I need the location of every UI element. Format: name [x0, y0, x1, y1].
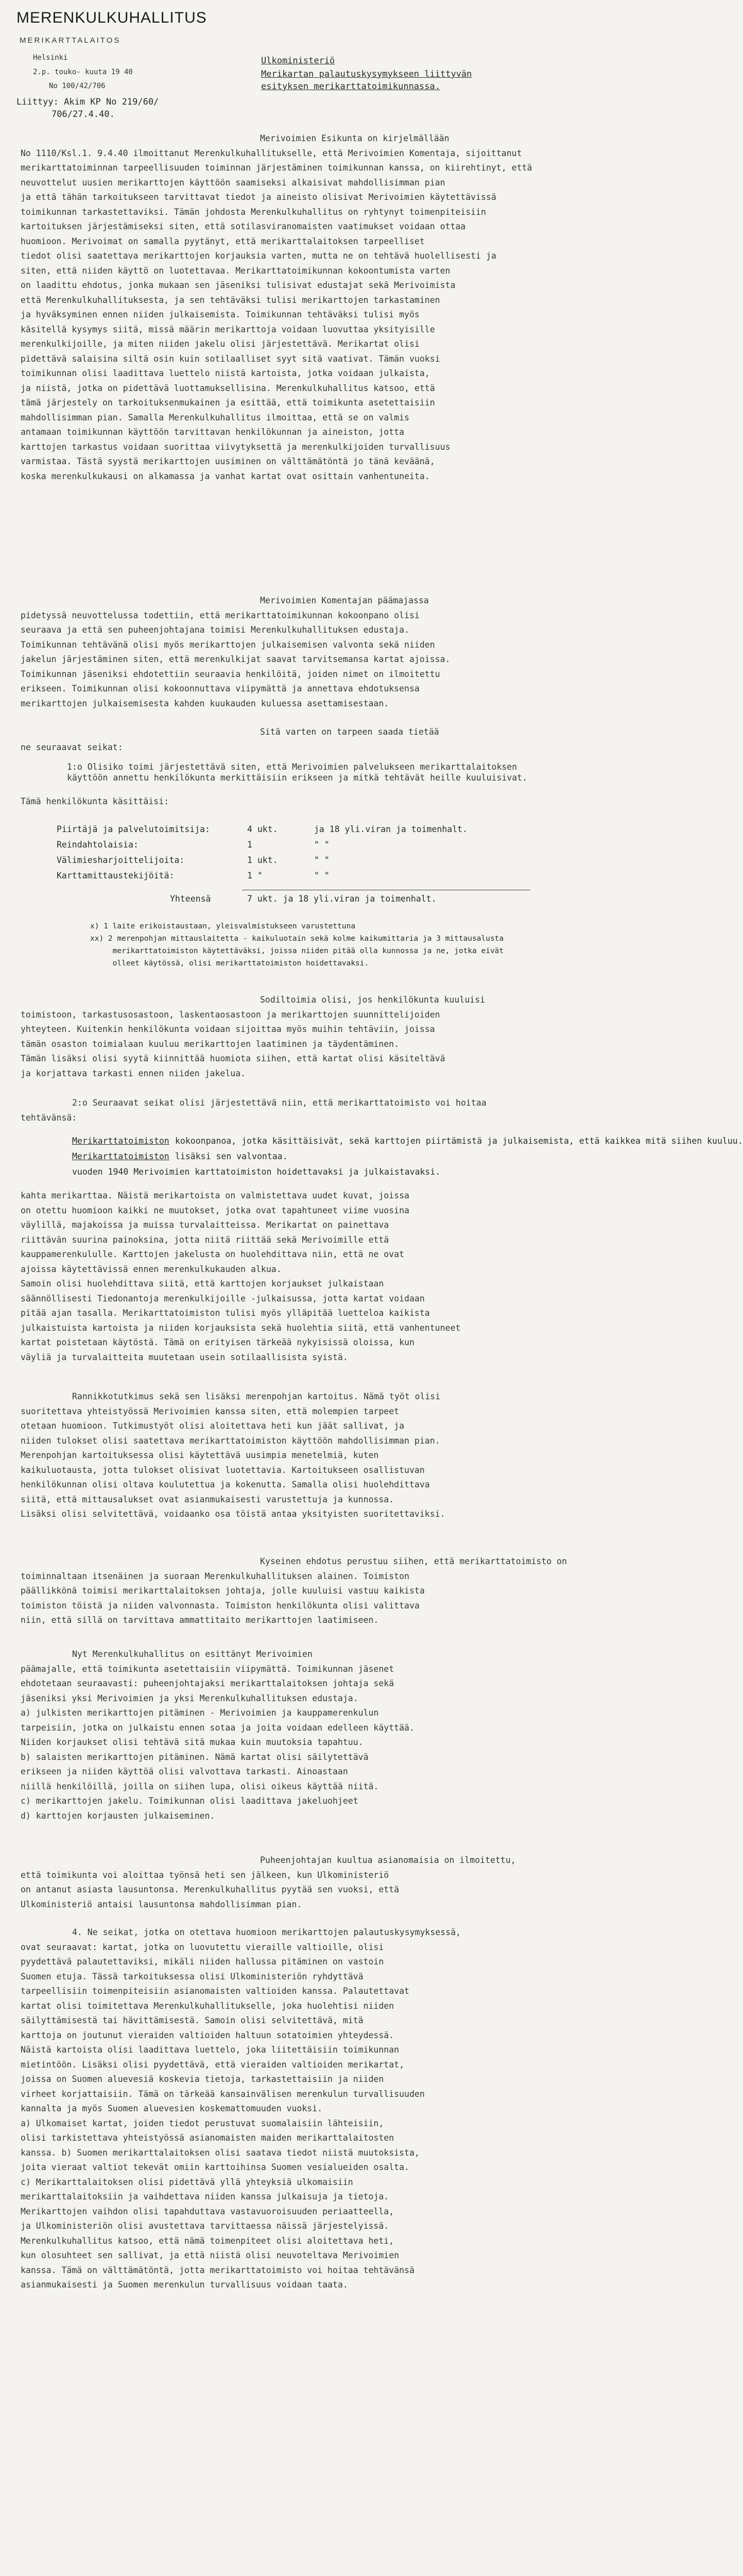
section-text: lisäksi sen valvontaa. [175, 1151, 288, 1161]
text-line: niin, että sillä on tarvittava ammattitaito merikarttojen laatimiseen. [21, 1615, 379, 1625]
text-line: mahdollisimman pian. Samalla Merenkulkuhallitus ilmoittaa, että se on valmis [21, 412, 409, 422]
reference-number: No 100/42/706 [49, 82, 106, 90]
text-line: olisi tarkistettava yhteistyössä asianomaisten maiden merikarttalaitosten [21, 2133, 394, 2143]
date-line: 2.p. touko- kuuta 19 40 [33, 68, 133, 76]
text-line: Tämän lisäksi olisi syytä kiinnittää huomiota siihen, että kartat olisi käsiteltävä [21, 1054, 445, 1063]
text-line: kannalta ja myös Suomen aluevesien koskemattomuuden vuoksi. [21, 2104, 323, 2113]
text-line: antamaan toimikunnan käyttöön tarvittavan henkilökunnan ja aineiston, jotta [21, 427, 405, 437]
text-line: riittävän suurina painoksina, jotta niitä riittää sekä Merivoimille että [21, 1234, 389, 1245]
text-line: tämä järjestely on tarkoituksenmukainen ja esittää, että toimikunta asetettaisiin [21, 398, 435, 408]
text-line: No 1110/Ksl.1. 9.4.40 ilmoittanut Merenkulkuhallitukselle, että Merivoimien Komentaja, sijoittanut [21, 148, 522, 158]
section-head: Merikarttatoimiston [72, 1136, 169, 1146]
text-line: erikseen. Toimikunnan olisi kokoonnuttava viipymättä ja annettava ehdotuksensa [21, 684, 420, 693]
text-line: toimikunnan olisi laadittava luettelo niistä kartoista, jotka voidaan julkaista, [21, 368, 430, 378]
text-line: Niiden korjaukset olisi tehtävä sitä mukaa kuin muutoksia tapahtuu. [21, 1737, 364, 1747]
recipient: Ulkoministeriö [261, 56, 335, 66]
text-line: merenkulkijoille, ja miten niiden jakelu olisi järjestettävä. Merikartat olisi [21, 339, 420, 349]
text-line: suoritettava yhteistyössä Merivoimien kanssa siten, että molempien tarpeet [21, 1406, 400, 1416]
subject-line-1: Merikartan palautuskysymykseen liittyvän [261, 69, 472, 79]
total-value: 7 ukt. ja 18 yli.viran ja toimenhalt. [247, 894, 437, 904]
text-line: kun olosuhteet sen sallivat, ja että niistä olisi neuvoteltava Merivoimien [21, 2250, 400, 2260]
text-line: 2:o Seuraavat seikat olisi järjestettävä niin, että merikarttatoimisto voi hoitaa [72, 1098, 487, 1108]
text-line: seuraava ja että sen puheenjohtajana toimisi Merenkulkuhallituksen edustaja. [21, 625, 409, 635]
text-line: Lisäksi olisi selvitettävä, voidaanko osa töistä antaa yksityisten suoritettaviksi. [21, 1509, 445, 1519]
text-line: Suomen etuja. Tässä tarkoituksessa olisi Ulkoministeriön ryhdyttävä [21, 1971, 364, 1981]
attachment-ref-2: 706/27.4.40. [51, 109, 115, 120]
text-line: ajoissa käytettävissä ennen merenkulkukauden alkua. [21, 1264, 282, 1274]
text-line: tämän osaston toimialaan kuuluu merikarttojen laatiminen ja täydentäminen. [21, 1039, 400, 1049]
text-line: siitä, että mittausalukset ovat asianmukaisesti varustettuja ja kunnossa. [21, 1494, 394, 1504]
section-head: Merikarttatoimiston [72, 1151, 169, 1161]
text-line: 4. Ne seikat, jotka on otettava huomioon merikarttojen palautuskysymyksessä, [72, 1927, 461, 1937]
text-line: pyydettävä palautettaviksi, mikäli niiden hallussa pitäminen on vastoin [21, 1957, 384, 1967]
footnote-line: merikarttatoimiston käytettäväksi, joissa niiden pitää olla kunnossa ja ne, jotka eivät [90, 947, 504, 955]
staff-label: Reindahtolaisia: [57, 840, 139, 850]
text-line: yhteyteen. Kuitenkin henkilökunta voidaan sijoittaa myös muihin tehtäviin, joissa [21, 1024, 435, 1034]
attachment-ref: Liittyy: Akim KP No 219/60/ [16, 97, 159, 107]
text-line: niillä henkilöillä, joilla on siihen lupa, olisi oikeus käyttää niitä. [21, 1781, 379, 1791]
staff-note: " " [314, 871, 330, 880]
text-line: ja että tähän tarkoitukseen tarvittavat tiedot ja aineisto olisivat Merivoimien käytettävissä [21, 192, 496, 202]
section-text: vuoden 1940 Merivoimien karttatoimiston hoidettavaksi ja julkaistavaksi. [72, 1167, 441, 1177]
staff-count: 1 ukt. [247, 855, 278, 865]
org-name: MERENKULKUHALLITUS [16, 9, 207, 26]
text-line: Puheenjohtajan kuultua asianomaisia on ilmoitettu, [260, 1855, 516, 1865]
text-line: Nyt Merenkulkuhallitus on esittänyt Merivoimien [72, 1649, 313, 1659]
subject-line-2: esityksen merikarttatoimikunnassa. [261, 81, 440, 92]
text-line: otetaan huomioon. Tutkimustyöt olisi aloitettava heti kun jäät sallivat, ja [21, 1421, 405, 1431]
text-line: joita vieraat valtiot tekevät omiin karttoihinsa Suomen vesialueiden osalta. [21, 2162, 409, 2172]
text-line: säilyttämisestä tai hävittämisestä. Samoin olisi selvitettävä, mitä [21, 2015, 364, 2025]
text-line: merikarttatoiminnan tarpeellisuuden toiminnan järjestäminen toimikunnan kanssa, on kiirehtinyt, että [21, 163, 532, 173]
text-line: kanssa. Tämä on välttämätöntä, jotta merikarttatoimisto voi hoitaa tehtävänsä [21, 2265, 414, 2275]
text-line: merikarttojen julkaisemisesta kahden kuukauden kuluessa asettamisestaan. [21, 698, 389, 708]
text-line: c) Merikarttalaitoksen olisi pidettävä yllä yhteyksiä ulkomaisiin [21, 2177, 353, 2187]
text-line: käsitellä kysymys siitä, missä määrin merikarttoja voidaan luovuttaa yksityisille [21, 324, 435, 334]
text-line: että Merenkulkuhallituksesta, ja sen tehtäväksi tulisi merikarttojen tarkastaminen [21, 295, 440, 305]
text-line: Toimikunnan jäseniksi ehdotettiin seuraavia henkilöitä, joiden nimet on ilmoitettu [21, 669, 440, 679]
text-line: Näistä kartoista olisi laadittava luettelo, joka liitettäisiin toimikunnan [21, 2045, 400, 2055]
text-line: virheet korjattaisiin. Tämä on tärkeää kansainvälisen merenkulun turvallisuuden [21, 2089, 425, 2099]
text-line: huomioon. Merivoimat on samalla pyytänyt, että merikarttalaitoksen tarpeelliset [21, 236, 425, 246]
text-line: tiedot olisi saatettava merikarttojen korjauksia varten, mutta ne on tehtävä huolellisesti ja [21, 251, 496, 261]
staff-label: Karttamittaustekijöitä: [57, 871, 175, 880]
section-text: kokoonpanoa, jotka käsittäisivät, sekä karttojen piirtämistä ja julkaisemista, että kaikkea mitä siihen kuuluu. [175, 1136, 743, 1146]
text-line: tarpeellisiin toimenpiteisiin asianomaisten valtioiden kanssa. Palautettavat [21, 1986, 409, 1996]
text-line: neuvottelut uusien merikarttojen käyttöön saamiseksi alkaisivat mahdollisimman pian [21, 177, 445, 188]
text-line: c) merikarttojen jakelu. Toimikunnan olisi laadittava jakeluohjeet [21, 1796, 358, 1806]
text-line: tehtävänsä: [21, 1112, 77, 1123]
text-line: mietintöön. Lisäksi olisi pyydettävä, että vieraiden valtioiden merikartat, [21, 2059, 405, 2070]
text-line: säännöllisesti Tiedonantoja merenkulkijoille -julkaisussa, jotta kartat voidaan [21, 1293, 425, 1303]
text-line: ja hyväksyminen ennen niiden julkaisemista. Toimikunnan tehtäväksi tulisi myös [21, 310, 420, 319]
text-line: joissa on Suomen aluevesiä koskevia tietoja, tarkastettaisiin ja niiden [21, 2074, 384, 2084]
text-line: niiden tulokset olisi saatettava merikarttatoimiston käyttöön mahdollisimman pian. [21, 1435, 440, 1446]
text-line: jäseniksi yksi Merivoimien ja yksi Merenkulkuhallituksen edustaja. [21, 1693, 358, 1703]
staff-count: 1 [247, 840, 252, 850]
text-line: Rannikkotutkimus sekä sen lisäksi merenpohjan kartoitus. Nämä työt olisi [72, 1392, 441, 1401]
staff-note: ja 18 yli.viran ja toimenhalt. [314, 824, 468, 834]
text-line: on antanut asiasta lausuntonsa. Merenkulkuhallitus pyytää sen vuoksi, että [21, 1885, 400, 1894]
staff-label: Piirtäjä ja palvelutoimitsija: [57, 824, 211, 834]
text-line: Merivoimien Komentajan päämajassa [260, 596, 429, 605]
text-line: Merenkulkuhallitus katsoo, että nämä toimenpiteet olisi aloitettava heti, [21, 2235, 394, 2246]
footnote-line: x) 1 laite erikoistaustaan, yleisvalmistukseen varustettuna [90, 922, 356, 930]
staff-label: Välimiesharjoittelijoita: [57, 855, 185, 865]
text-line: väyliä ja turvalaitteita muutetaan usein sotilaallisista syistä. [21, 1352, 348, 1362]
text-line: että toimikunta voi aloittaa työnsä heti sen jälkeen, kun Ulkoministeriö [21, 1870, 389, 1880]
text-line: karttojen tarkastus voidaan suorittaa viivytyksettä ja merenkulkijoiden turvallisuus [21, 442, 451, 452]
text-line: erikseen ja niiden käyttöä olisi valvottava tarkasti. Ainoastaan [21, 1767, 348, 1776]
text-line: päällikkönä toimisi merikarttalaitoksen johtaja, jolle kuuluisi vastuu kaikista [21, 1586, 425, 1596]
text-line: asianmukaisesti ja Suomen merenkulun turvallisuus voidaan taata. [21, 2280, 348, 2290]
text-line: toiminnaltaan itsenäinen ja suoraan Merenkulkuhallituksen alainen. Toimiston [21, 1571, 409, 1581]
text-line: toimiston töistä ja niiden valvonnasta. Toimiston henkilökunta olisi valittava [21, 1600, 420, 1611]
city: Helsinki [33, 54, 68, 62]
text-line: siten, että niiden käyttö on luotettavaa. Merikarttatoimikunnan kokoontumista varten [21, 265, 451, 276]
text-line: pidettävä salaisina siltä osin kuin sotilaalliset syyt sitä vaativat. Tämän vuoksi [21, 353, 440, 364]
staff-note: " " [314, 840, 330, 850]
text-line: on otettu huomioon kaikki ne muutokset, jotka ovat tapahtuneet viime vuosina [21, 1205, 409, 1215]
text-line: Kyseinen ehdotus perustuu siihen, että merikarttatoimisto on [260, 1556, 567, 1566]
question-2: Tämä henkilökunta käsittäisi: [21, 796, 169, 806]
text-line: karttoja on joutunut vieraiden valtioiden haltuun sotatoimien yhteydessä. [21, 2030, 394, 2040]
text-line: julkaistuista kartoista ja niiden korjauksista sekä huolehtia siitä, että vanhentuneet [21, 1323, 461, 1333]
text-line: toimikunnan tarkastettaviksi. Tämän johdosta Merenkulkuhallitus on ryhtynyt toimenpiteisiin [21, 207, 486, 217]
text-line: ehdotetaan seuraavasti: puheenjohtajaksi merikarttalaitoksen johtaja sekä [21, 1679, 394, 1688]
question-1: 1:o Olisiko toimi järjestettävä siten, että Merivoimien palvelukseen merikarttalaitoksen käyttöön annettu henkilökunta merkittäisiin erikseen ja mitkä tehtävät heille kuuluisivat. [67, 762, 528, 783]
text-line: Ulkoministeriö antaisi lausuntonsa mahdollisimman pian. [21, 1899, 302, 1909]
text-line: Sodiltoimia olisi, jos henkilökunta kuuluisi [260, 995, 486, 1005]
text-line: tarpeisiin, jotka on julkaistu ennen sotaa ja joita voidaan edelleen käyttää. [21, 1722, 414, 1733]
text-line: Merenpohjan kartoituksessa olisi käytettävä uusimpia menetelmiä, kuten [21, 1450, 379, 1460]
text-line: a) julkisten merikarttojen pitäminen - Merivoimien ja kauppamerenkulun [21, 1708, 379, 1718]
text-line: väylillä, majakoissa ja muissa turvalaitteissa. Merikartat on painettava [21, 1220, 389, 1230]
total-label: Yhteensä [170, 894, 211, 904]
text-line: varmistaa. Tästä syystä merikarttojen uusiminen on välttämätöntä jo tänä keväänä, [21, 456, 435, 466]
staff-note: " " [314, 855, 330, 865]
text-line: toimistoon, tarkastusosastoon, laskentaosastoon ja merikarttojen suunnittelijoiden [21, 1009, 440, 1020]
text-line: pidetyssä neuvottelussa todettiin, että merikarttatoimikunnan kokoonpano olisi [21, 610, 420, 620]
text-line: kaikuluotausta, jotta tulokset olisivat luotettavia. Kartoitukseen osallistuvan [21, 1465, 425, 1475]
footnote-line: xx) 2 merenpohjan mittauslaitetta - kaikuluotain sekä kolme kaikumittaria ja 3 mittausalusta [90, 935, 504, 943]
text-line: kartat olisi toimitettava Merenkulkuhallitukselle, joka huolehtisi niiden [21, 2001, 394, 2011]
text-line: ovat seuraavat: kartat, jotka on luovutettu vieraille valtioille, olisi [21, 1942, 384, 1952]
text-line: kahta merikarttaa. Näistä merikartoista on valmistettava uudet kuvat, joissa [21, 1191, 409, 1200]
footnote-line: olleet käytössä, olisi merikarttatoimiston hoidettavaksi. [90, 959, 369, 968]
text-line: kartoituksen järjestämiseksi siten, että sotilasviranomaisten vaatimukset voidaan ottaa [21, 222, 466, 231]
text-line: ja korjattava tarkasti ennen niiden jakelua. [21, 1068, 246, 1078]
dept-name: MERIKARTTALAITOS [20, 36, 121, 45]
text-line: henkilökunnan olisi oltava koulutettua ja kokenutta. Samalla olisi huolehdittava [21, 1480, 430, 1489]
text-line: kauppamerenkululle. Karttojen jakelusta on huolehdittava niin, että ne ovat [21, 1249, 405, 1259]
p3b-line: ne seuraavat seikat: [21, 742, 123, 752]
text-line: Toimikunnan tehtävänä olisi myös merikarttojen julkaisemisen valvonta sekä niiden [21, 639, 435, 650]
text-line: merikarttalaitoksiin ja vaihdettava niiden kanssa julkaisuja ja tietoja. [21, 2192, 389, 2201]
text-line: on laadittu ehdotus, jonka mukaan sen jäseniksi tulisivat edustajat sekä Merivoimista [21, 280, 456, 290]
text-line: Merikarttojen vaihdon olisi tapahduttava vastavuoroisuuden periaatteella, [21, 2206, 394, 2216]
text-line: d) karttojen korjausten julkaiseminen. [21, 1810, 215, 1821]
text-line: Merivoimien Esikunta on kirjelmällään [260, 133, 450, 143]
text-line: koska merenkulkukausi on alkamassa ja vanhat kartat ovat osittain vanhentuneita. [21, 471, 430, 481]
text-line: a) Ulkomaiset kartat, joiden tiedot perustuvat suomalaisiin lähteisiin, [21, 2118, 384, 2128]
text-line: pitää ajan tasalla. Merikarttatoimiston tulisi myös ylläpitää luetteloa kaikista [21, 1308, 430, 1318]
text-line: ja niistä, jotka on pidettävä luottamuksellisina. Merenkulkuhallitus katsoo, että [21, 383, 435, 393]
text-line: Samoin olisi huolehdittava siitä, että karttojen korjaukset julkaistaan [21, 1279, 384, 1289]
text-line: ja Ulkoministeriön olisi avustettava tarvittaessa näissä järjestelyissä. [21, 2221, 389, 2231]
text-line: kartat poistetaan käytöstä. Tämä on erityisen tärkeää nykyisissä oloissa, kun [21, 1337, 414, 1347]
staff-count: 4 ukt. [247, 824, 278, 834]
p3-line: Sitä varten on tarpeen saada tietää [260, 727, 439, 737]
text-line: kanssa. b) Suomen merikarttalaitoksen olisi saatava tiedot niistä muutoksista, [21, 2147, 420, 2158]
staff-count: 1 " [247, 871, 263, 880]
text-line: jakelun järjestäminen siten, että merenkulkijat saavat tarvitsemansa kartat ajoissa. [21, 654, 451, 664]
text-line: päämajalle, että toimikunta asetettaisiin viipymättä. Toimikunnan jäsenet [21, 1664, 394, 1674]
text-line: b) salaisten merikarttojen pitäminen. Nämä kartat olisi säilytettävä [21, 1752, 369, 1762]
